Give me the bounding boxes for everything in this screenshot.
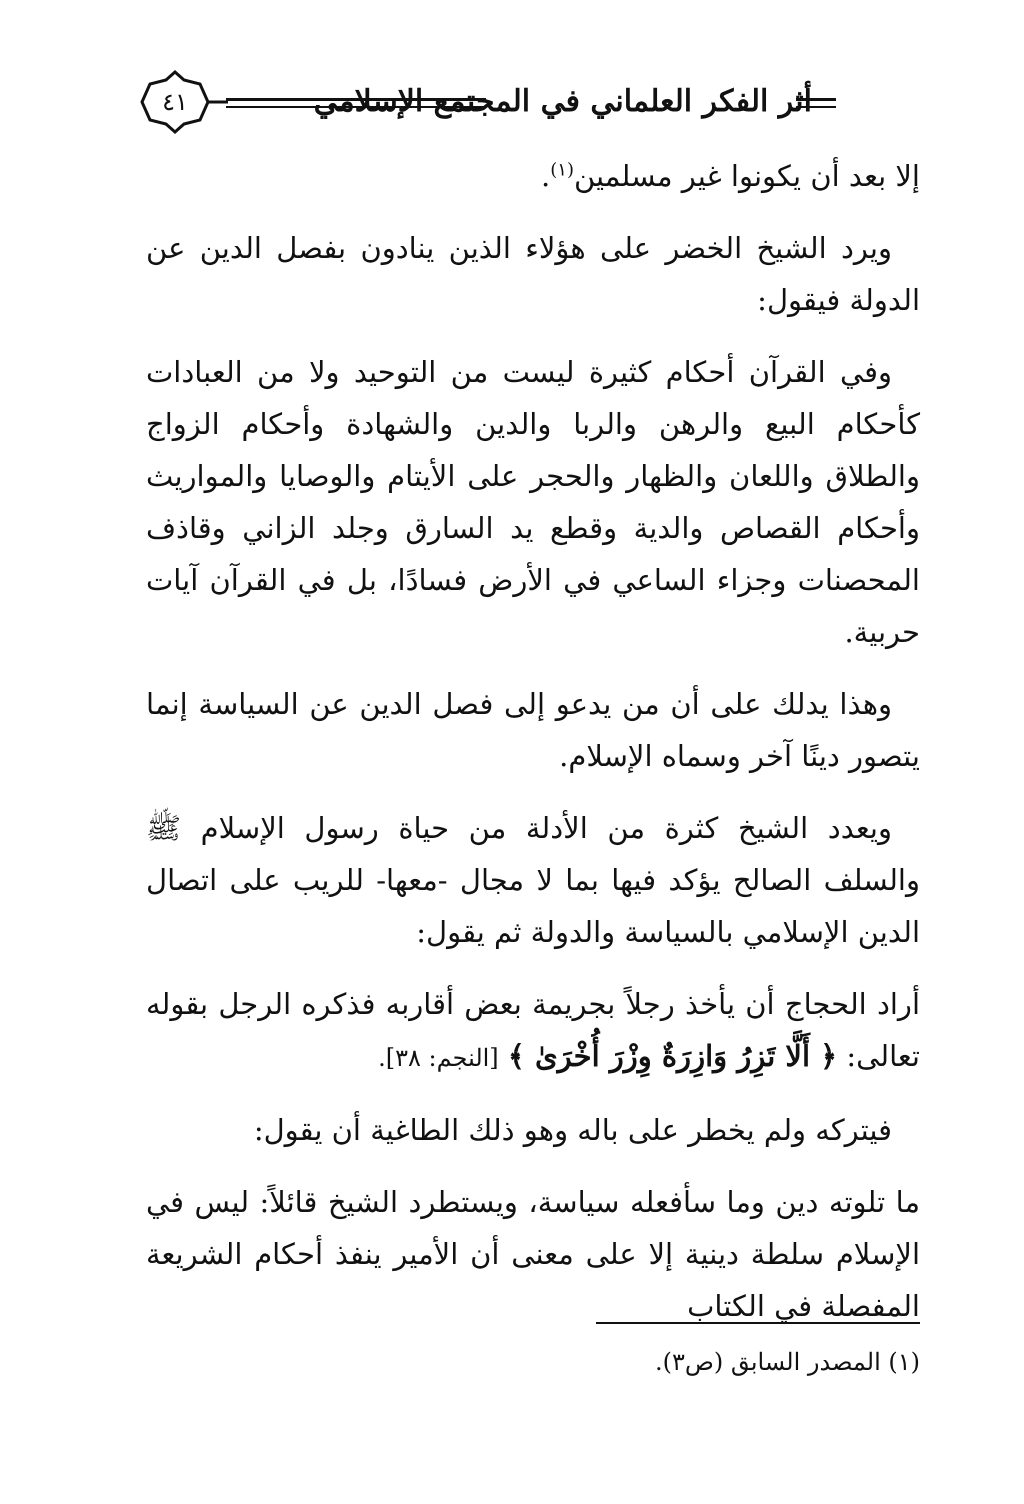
paragraph-5: ويعدد الشيخ كثرة من الأدلة من حياة رسول الإسلام ﷺ والسلف الصالح يؤكد فيها بما لا مجال -معها- للريب على اتصال الدين الإسلامي بالسياسة والدولة ثم يقول: [146, 811, 920, 949]
paragraph-1-end: . [541, 159, 551, 193]
running-title: أثر الفكر العلماني في المجتمع الإسلامي [313, 84, 812, 119]
paragraph-2: ويرد الشيخ الخضر على هؤلاء الذين ينادون بفصل الدين عن الدولة فيقول: [146, 231, 920, 317]
footnote-1: (١) المصدر السابق (ص٣). [654, 1348, 920, 1376]
quran-reference: [النجم: ٣٨]. [378, 1044, 499, 1072]
paragraph-1-text: إلا بعد أن يكونوا غير مسلمين [573, 159, 920, 193]
paragraph-4: وهذا يدلك على أن من يدعو إلى فصل الدين عن السياسة إنما يتصور دينًا آخر وسماه الإسلام. [146, 687, 920, 773]
paragraph-6 [146, 978, 920, 1084]
paragraph-3: وفي القرآن أحكام كثيرة ليست من التوحيد ولا من العبادات كأحكام البيع والرهن والربا والدين والشهادة وأحكام الزواج والطلاق واللعان والظهار والحجر على الأيتام والوصايا والمواريث وأحكام القصاص والدية وقطع يد السارق وجلد الزاني وقاذف المحصنات وجزاء الساعي في الأرض فسادًا، بل في القرآن آيات حربية. [146, 355, 920, 649]
page-number: ٤١ [162, 88, 188, 116]
running-header [120, 70, 920, 134]
footnote-marker[interactable]: (١) [550, 159, 574, 181]
paragraph-1 [146, 150, 920, 202]
footnote-separator [596, 1322, 920, 1324]
paragraph-6-text: أراد الحجاج أن يأخذ رجلاً بجريمة بعض أقاربه فذكره الرجل بقوله تعالى: [146, 987, 920, 1073]
page-number-badge [120, 70, 230, 134]
paragraph-7: فيتركه ولم يخطر على باله وهو ذلك الطاغية أن يقول: [253, 1113, 892, 1147]
main-text [146, 150, 920, 1352]
paragraph-8: ما تلوته دين وما سأفعله سياسة، ويستطرد الشيخ قائلاً: ليس في الإسلام سلطة دينية إلا على معنى أن الأمير ينفذ أحكام الشريعة المفصلة في الكتاب [146, 1185, 920, 1323]
quran-verse: ﴿ أَلَّا تَزِرُ وَازِرَةٌ وِزْرَ أُخْرَىٰ ﴾ [507, 1039, 838, 1073]
header-rule-right [796, 98, 836, 108]
